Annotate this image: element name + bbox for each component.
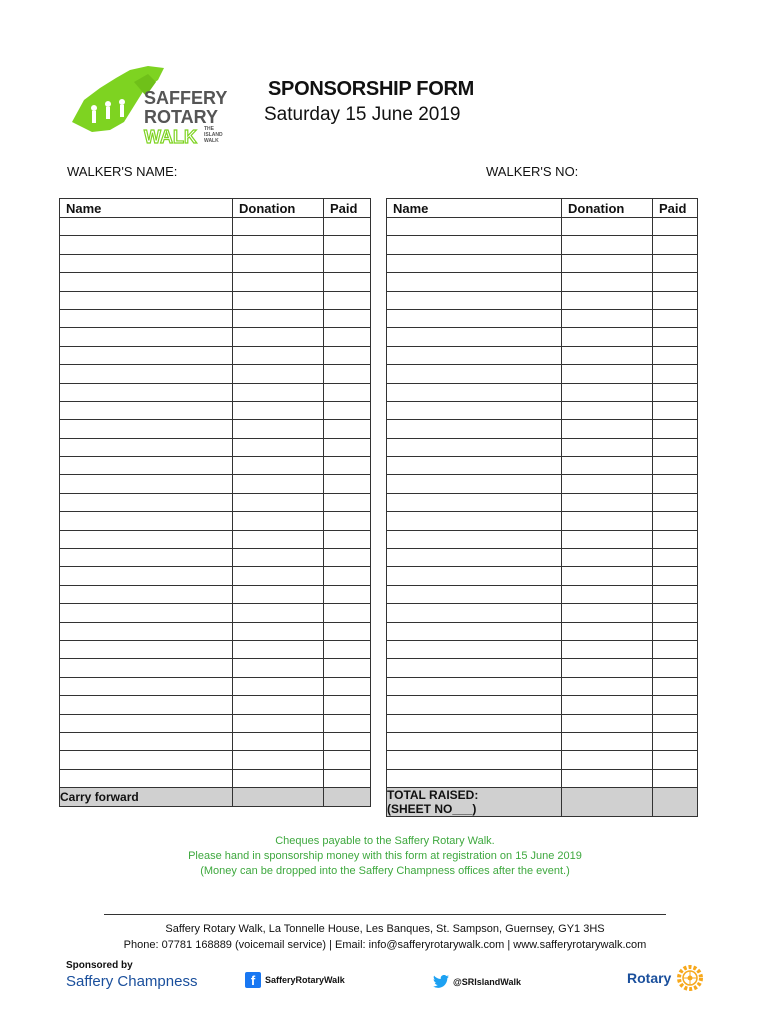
name-cell[interactable] — [387, 512, 562, 530]
table-row — [387, 530, 698, 548]
name-cell[interactable] — [387, 769, 562, 787]
donation-cell[interactable] — [233, 622, 324, 640]
table-row — [387, 254, 698, 272]
paid-cell[interactable] — [324, 254, 371, 272]
paid-cell[interactable] — [653, 585, 698, 603]
name-cell[interactable] — [60, 273, 233, 291]
donation-cell[interactable] — [562, 714, 653, 732]
donation-cell[interactable] — [233, 457, 324, 475]
paid-cell[interactable] — [653, 732, 698, 750]
paid-cell[interactable] — [653, 328, 698, 346]
table-row — [387, 714, 698, 732]
name-cell[interactable] — [387, 567, 562, 585]
sponsor-table-right — [386, 198, 698, 817]
table-row — [387, 751, 698, 769]
table-row — [387, 309, 698, 327]
facebook-link[interactable] — [245, 972, 345, 988]
name-cell[interactable] — [387, 438, 562, 456]
table-row — [60, 659, 371, 677]
name-cell[interactable] — [60, 218, 233, 236]
name-cell[interactable] — [387, 346, 562, 364]
sponsored-by-label: Sponsored by — [66, 960, 133, 971]
donation-cell[interactable] — [233, 659, 324, 677]
name-cell[interactable] — [60, 512, 233, 530]
table-row — [387, 512, 698, 530]
table-row — [60, 751, 371, 769]
twitter-icon — [433, 975, 449, 988]
donation-cell[interactable] — [233, 585, 324, 603]
donation-cell[interactable] — [562, 254, 653, 272]
paid-cell[interactable] — [324, 309, 371, 327]
donation-cell[interactable] — [562, 457, 653, 475]
table-row — [60, 732, 371, 750]
donation-cell[interactable] — [562, 567, 653, 585]
name-cell[interactable] — [60, 475, 233, 493]
donation-cell[interactable] — [233, 328, 324, 346]
name-cell[interactable] — [387, 475, 562, 493]
table-row — [60, 236, 371, 254]
name-cell[interactable] — [60, 604, 233, 622]
paid-cell[interactable] — [324, 714, 371, 732]
donation-cell[interactable] — [562, 751, 653, 769]
name-cell[interactable] — [60, 732, 233, 750]
column-header-donation: Donation — [562, 199, 653, 218]
paid-cell[interactable] — [653, 236, 698, 254]
donation-cell[interactable] — [562, 640, 653, 658]
paid-cell[interactable] — [653, 714, 698, 732]
donation-cell[interactable] — [562, 732, 653, 750]
donation-cell[interactable] — [562, 512, 653, 530]
donation-cell[interactable] — [562, 218, 653, 236]
name-cell[interactable] — [387, 732, 562, 750]
paid-cell[interactable] — [324, 751, 371, 769]
paid-cell[interactable] — [324, 512, 371, 530]
donation-cell[interactable] — [562, 585, 653, 603]
paid-cell[interactable] — [324, 659, 371, 677]
paid-cell[interactable] — [653, 273, 698, 291]
total-raised-label — [387, 788, 562, 817]
note-cheques: Cheques payable to the Saffery Rotary Walk. — [275, 835, 495, 847]
contact-details — [0, 921, 770, 953]
table-row — [60, 254, 371, 272]
donation-cell[interactable] — [562, 475, 653, 493]
paid-cell[interactable] — [324, 696, 371, 714]
table-row — [60, 457, 371, 475]
name-cell[interactable] — [60, 328, 233, 346]
paid-cell[interactable] — [653, 751, 698, 769]
column-header-name: Name — [387, 199, 562, 218]
saffery-champness-logo: Saffery Champness — [66, 973, 198, 990]
paid-cell[interactable] — [324, 493, 371, 511]
paid-cell[interactable] — [653, 696, 698, 714]
name-cell[interactable] — [387, 420, 562, 438]
name-cell[interactable] — [387, 328, 562, 346]
table-row — [387, 328, 698, 346]
table-row — [387, 438, 698, 456]
table-row — [60, 549, 371, 567]
donation-cell[interactable] — [562, 236, 653, 254]
twitter-handle: @SRIslandWalk — [453, 976, 521, 987]
paid-cell[interactable] — [324, 567, 371, 585]
paid-cell[interactable] — [653, 291, 698, 309]
twitter-link[interactable] — [433, 975, 521, 988]
table-row — [60, 475, 371, 493]
donation-cell[interactable] — [233, 604, 324, 622]
donation-cell[interactable] — [233, 438, 324, 456]
table-row — [387, 696, 698, 714]
table-row — [387, 640, 698, 658]
table-row — [60, 291, 371, 309]
table-row — [60, 530, 371, 548]
logo-graphic — [64, 60, 234, 150]
column-header-donation: Donation — [233, 199, 324, 218]
table-row — [60, 328, 371, 346]
table-row — [60, 512, 371, 530]
name-cell[interactable] — [387, 218, 562, 236]
donation-cell[interactable] — [562, 383, 653, 401]
table-row — [387, 567, 698, 585]
table-row — [387, 346, 698, 364]
table-row — [387, 383, 698, 401]
postal-address: Saffery Rotary Walk, La Tonnelle House, Les Banques, St. Sampson, Guernsey, GY1 3HS — [165, 923, 605, 935]
donation-cell[interactable] — [233, 383, 324, 401]
table-row — [387, 585, 698, 603]
paid-cell[interactable] — [324, 291, 371, 309]
walker-name-label: WALKER'S NAME: — [67, 164, 178, 179]
paid-cell[interactable] — [653, 365, 698, 383]
donation-cell[interactable] — [233, 309, 324, 327]
donation-cell[interactable] — [562, 346, 653, 364]
name-cell[interactable] — [60, 493, 233, 511]
logo-word-walk: WALK — [144, 127, 197, 147]
paid-cell[interactable] — [653, 475, 698, 493]
name-cell[interactable] — [387, 383, 562, 401]
donation-cell[interactable] — [562, 291, 653, 309]
table-row — [60, 383, 371, 401]
donation-cell[interactable] — [233, 640, 324, 658]
paid-cell[interactable] — [324, 365, 371, 383]
table-row — [387, 401, 698, 419]
name-cell[interactable] — [387, 604, 562, 622]
name-cell[interactable] — [60, 530, 233, 548]
donation-cell[interactable] — [233, 236, 324, 254]
donation-cell[interactable] — [562, 696, 653, 714]
donation-cell[interactable] — [562, 622, 653, 640]
paid-cell[interactable] — [324, 420, 371, 438]
paid-cell[interactable] — [653, 420, 698, 438]
paid-cell[interactable] — [653, 769, 698, 787]
table-row — [387, 732, 698, 750]
name-cell[interactable] — [60, 622, 233, 640]
donation-cell[interactable] — [562, 549, 653, 567]
paid-cell[interactable] — [653, 622, 698, 640]
name-cell[interactable] — [387, 696, 562, 714]
rotary-wordmark: Rotary — [627, 970, 672, 986]
carry-forward-label: Carry forward — [60, 788, 233, 806]
name-cell[interactable] — [60, 567, 233, 585]
logo-word-rotary: ROTARY — [144, 107, 218, 127]
logo-tag-walk: WALK — [204, 138, 219, 144]
paid-cell[interactable] — [324, 732, 371, 750]
carry-forward-paid-cell[interactable] — [324, 788, 371, 806]
name-cell[interactable] — [60, 659, 233, 677]
table-row — [387, 659, 698, 677]
table-row — [60, 365, 371, 383]
table-row — [387, 457, 698, 475]
name-cell[interactable] — [387, 309, 562, 327]
total-raised-paid-cell[interactable] — [653, 788, 698, 817]
donation-cell[interactable] — [562, 309, 653, 327]
name-cell[interactable] — [387, 401, 562, 419]
table-row — [387, 365, 698, 383]
facebook-icon: f — [245, 972, 261, 988]
name-cell[interactable] — [387, 457, 562, 475]
donation-cell[interactable] — [233, 732, 324, 750]
note-hand-in: Please hand in sponsorship money with this form at registration on 15 June 2019 — [188, 850, 582, 862]
donation-cell[interactable] — [562, 401, 653, 419]
table-row — [387, 622, 698, 640]
paid-cell[interactable] — [653, 567, 698, 585]
donation-cell[interactable] — [233, 401, 324, 419]
name-cell[interactable] — [60, 420, 233, 438]
logo-word-saffery: SAFFERY — [144, 88, 228, 108]
paid-cell[interactable] — [653, 530, 698, 548]
donation-cell[interactable] — [562, 604, 653, 622]
donation-cell[interactable] — [562, 769, 653, 787]
name-cell[interactable] — [387, 549, 562, 567]
name-cell[interactable] — [60, 438, 233, 456]
note-drop-off: (Money can be dropped into the Saffery Champness offices after the event.) — [200, 865, 570, 877]
donation-cell[interactable] — [233, 291, 324, 309]
name-cell[interactable] — [387, 640, 562, 658]
paid-cell[interactable] — [324, 273, 371, 291]
paid-cell[interactable] — [324, 549, 371, 567]
name-cell[interactable] — [387, 291, 562, 309]
table-row — [60, 401, 371, 419]
total-raised-donation-cell[interactable] — [562, 788, 653, 817]
donation-cell[interactable] — [233, 549, 324, 567]
table-row — [387, 475, 698, 493]
donation-cell[interactable] — [233, 696, 324, 714]
paid-cell[interactable] — [653, 438, 698, 456]
table-row — [60, 677, 371, 695]
logo-tag-island: ISLAND — [204, 132, 223, 138]
sponsor-table-left — [59, 198, 371, 807]
paid-cell[interactable] — [653, 401, 698, 419]
logo-tag-the: THE — [204, 126, 214, 132]
name-cell[interactable] — [60, 549, 233, 567]
paid-cell[interactable] — [324, 677, 371, 695]
table-row — [387, 291, 698, 309]
table-row — [60, 622, 371, 640]
name-cell[interactable] — [387, 254, 562, 272]
donation-cell[interactable] — [233, 751, 324, 769]
donation-cell[interactable] — [233, 677, 324, 695]
form-title: SPONSORSHIP FORM — [268, 78, 474, 100]
form-date: Saturday 15 June 2019 — [264, 104, 461, 125]
paid-cell[interactable] — [653, 254, 698, 272]
name-cell[interactable] — [60, 751, 233, 769]
paid-cell[interactable] — [324, 622, 371, 640]
table-row — [60, 438, 371, 456]
paid-cell[interactable] — [653, 346, 698, 364]
name-cell[interactable] — [387, 365, 562, 383]
name-cell[interactable] — [387, 585, 562, 603]
donation-cell[interactable] — [562, 530, 653, 548]
rotary-wheel-icon — [677, 965, 703, 991]
paid-cell[interactable] — [653, 218, 698, 236]
table-row — [60, 493, 371, 511]
paid-cell[interactable] — [324, 438, 371, 456]
paid-cell[interactable] — [653, 677, 698, 695]
table-row — [387, 769, 698, 787]
name-cell[interactable] — [60, 640, 233, 658]
paid-cell[interactable] — [653, 604, 698, 622]
payment-notes — [0, 834, 770, 879]
table-row — [60, 420, 371, 438]
paid-cell[interactable] — [324, 640, 371, 658]
sheet-number-text: (SHEET NO___) — [387, 802, 477, 817]
donation-cell[interactable] — [233, 254, 324, 272]
donation-cell[interactable] — [233, 475, 324, 493]
paid-cell[interactable] — [324, 218, 371, 236]
name-cell[interactable] — [60, 769, 233, 787]
donation-cell[interactable] — [233, 346, 324, 364]
name-cell[interactable] — [60, 383, 233, 401]
name-cell[interactable] — [60, 346, 233, 364]
donation-cell[interactable] — [233, 365, 324, 383]
donation-cell[interactable] — [233, 714, 324, 732]
donation-cell[interactable] — [233, 567, 324, 585]
name-cell[interactable] — [60, 365, 233, 383]
table-row — [60, 640, 371, 658]
paid-cell[interactable] — [653, 512, 698, 530]
name-cell[interactable] — [60, 309, 233, 327]
donation-cell[interactable] — [562, 677, 653, 695]
walker-number-label: WALKER'S NO: — [486, 164, 579, 179]
name-cell[interactable] — [387, 236, 562, 254]
donation-cell[interactable] — [562, 328, 653, 346]
name-cell[interactable] — [60, 236, 233, 254]
table-row — [60, 604, 371, 622]
table-row — [60, 218, 371, 236]
table-row — [60, 696, 371, 714]
paid-cell[interactable] — [324, 530, 371, 548]
saffery-rotary-walk-logo — [64, 60, 234, 150]
name-cell[interactable] — [387, 530, 562, 548]
name-cell[interactable] — [387, 273, 562, 291]
table-row — [60, 567, 371, 585]
table-row — [60, 585, 371, 603]
donation-cell[interactable] — [562, 659, 653, 677]
paid-cell[interactable] — [653, 457, 698, 475]
paid-cell[interactable] — [324, 457, 371, 475]
donation-cell[interactable] — [233, 420, 324, 438]
donation-cell[interactable] — [233, 218, 324, 236]
donation-cell[interactable] — [233, 273, 324, 291]
name-cell[interactable] — [60, 585, 233, 603]
table-row — [387, 549, 698, 567]
table-row — [60, 309, 371, 327]
donation-cell[interactable] — [233, 493, 324, 511]
column-header-paid: Paid — [324, 199, 371, 218]
donation-cell[interactable] — [562, 420, 653, 438]
name-cell[interactable] — [387, 622, 562, 640]
total-raised-text: TOTAL RAISED: — [387, 788, 479, 803]
facebook-handle: SafferyRotaryWalk — [265, 975, 345, 985]
table-row — [387, 273, 698, 291]
table-row — [387, 677, 698, 695]
paid-cell[interactable] — [324, 328, 371, 346]
name-cell[interactable] — [60, 291, 233, 309]
donation-cell[interactable] — [562, 273, 653, 291]
donation-cell[interactable] — [233, 530, 324, 548]
column-header-name: Name — [60, 199, 233, 218]
footer-divider — [104, 914, 666, 915]
paid-cell[interactable] — [653, 383, 698, 401]
donation-cell[interactable] — [233, 769, 324, 787]
table-row — [60, 273, 371, 291]
table-row — [387, 604, 698, 622]
name-cell[interactable] — [60, 457, 233, 475]
phone-email-web: Phone: 07781 168889 (voicemail service) | Email: info@safferyrotarywalk.com | www.safferyrotarywalk.com — [123, 939, 647, 951]
paid-cell[interactable] — [653, 640, 698, 658]
table-row — [387, 420, 698, 438]
donation-cell[interactable] — [233, 512, 324, 530]
paid-cell[interactable] — [324, 383, 371, 401]
donation-cell[interactable] — [562, 438, 653, 456]
column-header-paid: Paid — [653, 199, 698, 218]
table-row — [60, 346, 371, 364]
paid-cell[interactable] — [324, 475, 371, 493]
carry-forward-donation-cell[interactable] — [233, 788, 324, 806]
paid-cell[interactable] — [653, 493, 698, 511]
name-cell[interactable] — [60, 714, 233, 732]
table-row — [387, 236, 698, 254]
name-cell[interactable] — [387, 659, 562, 677]
name-cell[interactable] — [387, 751, 562, 769]
paid-cell[interactable] — [653, 309, 698, 327]
table-row — [60, 714, 371, 732]
donation-cell[interactable] — [562, 365, 653, 383]
paid-cell[interactable] — [324, 585, 371, 603]
paid-cell[interactable] — [324, 401, 371, 419]
rotary-logo — [627, 965, 703, 991]
name-cell[interactable] — [60, 677, 233, 695]
table-row — [387, 493, 698, 511]
paid-cell[interactable] — [653, 659, 698, 677]
name-cell[interactable] — [60, 401, 233, 419]
paid-cell[interactable] — [324, 236, 371, 254]
table-row — [387, 218, 698, 236]
donation-cell[interactable] — [562, 493, 653, 511]
paid-cell[interactable] — [653, 549, 698, 567]
paid-cell[interactable] — [324, 769, 371, 787]
name-cell[interactable] — [387, 714, 562, 732]
name-cell[interactable] — [60, 254, 233, 272]
paid-cell[interactable] — [324, 346, 371, 364]
table-row — [60, 769, 371, 787]
name-cell[interactable] — [387, 493, 562, 511]
name-cell[interactable] — [60, 696, 233, 714]
name-cell[interactable] — [387, 677, 562, 695]
paid-cell[interactable] — [324, 604, 371, 622]
